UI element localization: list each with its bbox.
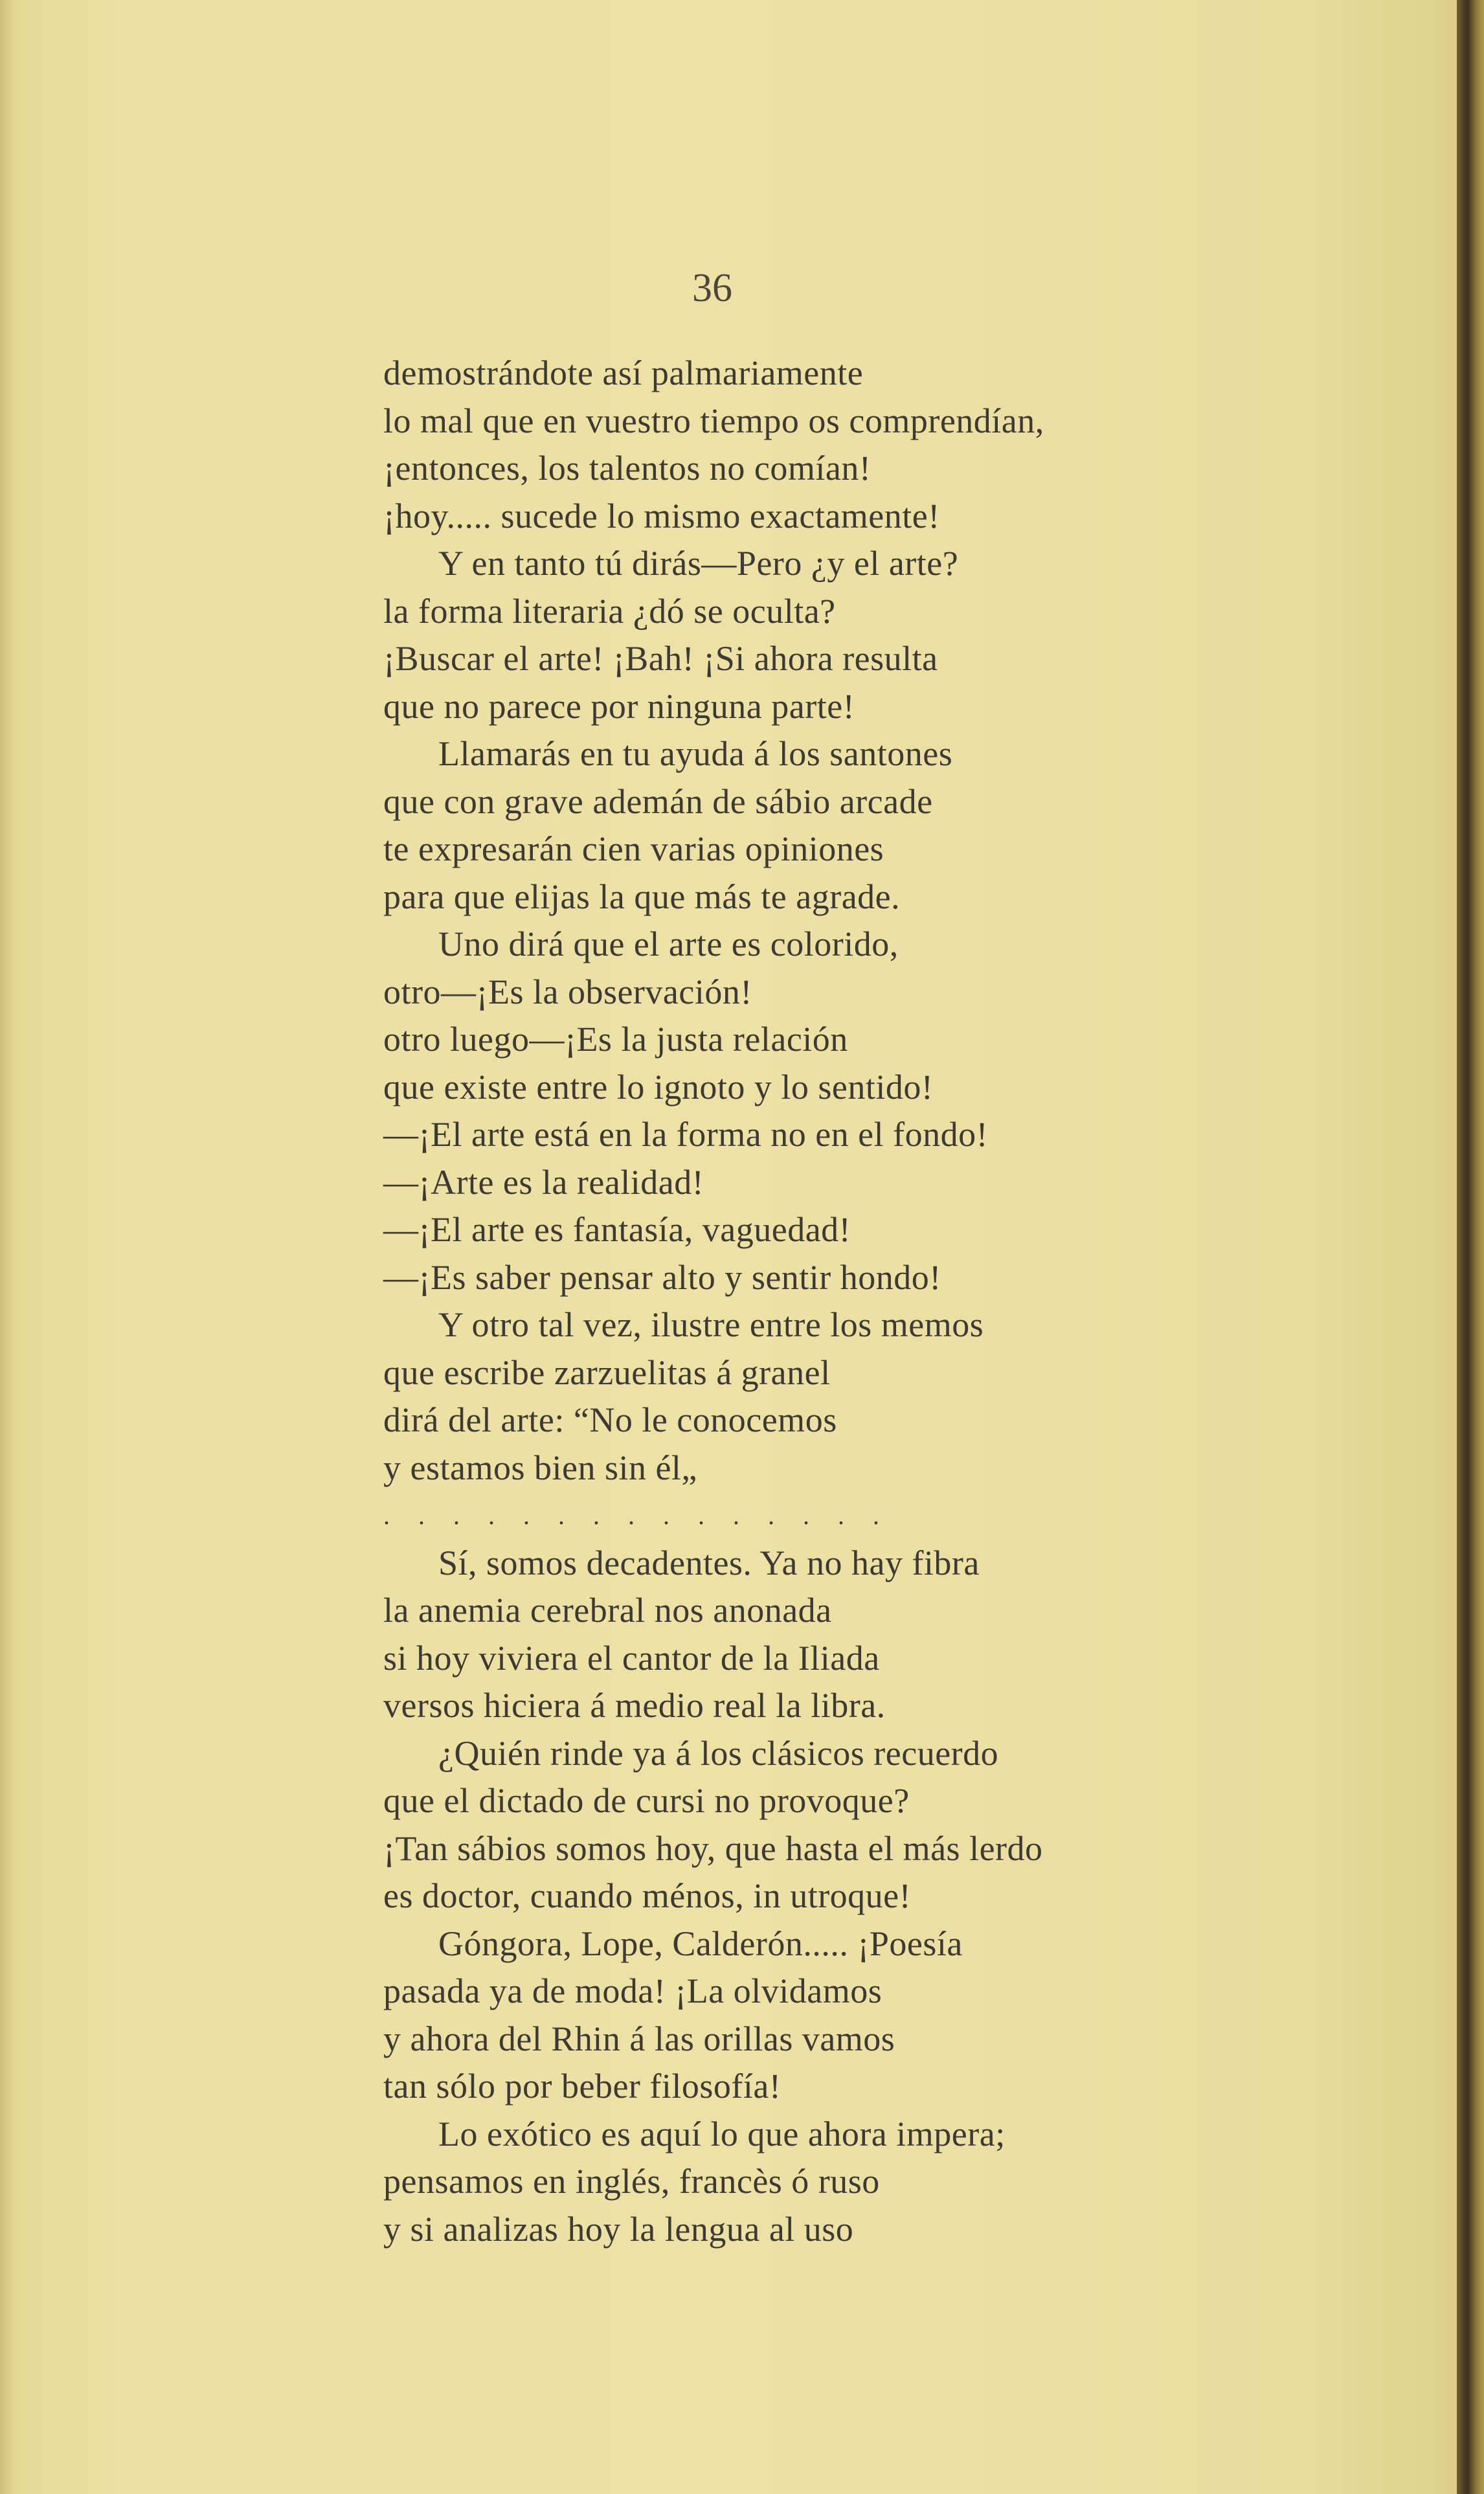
poem-line: otro—¡Es la observación! [383,972,752,1011]
poem-line: ¿Quién rinde ya á los clásicos recuerdo [438,1733,999,1773]
poem-line: otro luego—¡Es la justa relación [383,1020,848,1059]
poem-line: ¡Buscar el arte! ¡Bah! ¡Si ahora resulta [383,639,938,678]
poem-line: la anemia cerebral nos anonada [383,1591,832,1630]
poem-line: Lo exótico es aquí lo que ahora impera; [438,2114,1006,2153]
poem-line: tan sólo por beber filosofía! [383,2067,781,2106]
poem-line: dirá del arte: “No le conocemos [383,1400,837,1439]
poem-line: pasada ya de moda! ¡La olvidamos [383,1972,883,2010]
poem-line: —¡El arte está en la forma no en el fondo! [383,1115,989,1154]
poem-line: versos hiciera á medio real la libra. [383,1686,886,1725]
poem-line: la forma literaria ¿dó se oculta? [383,591,836,631]
poem-line: es doctor, cuando ménos, in utroque! [383,1876,912,1915]
poem-line: Y en tanto tú dirás—Pero ¿y el arte? [438,544,959,583]
poem-line: que no parece por ninguna parte! [383,686,855,726]
poem-line: que escribe zarzuelitas á granel [383,1353,831,1392]
poem-line: y si analizas hoy la lengua al uso [383,2209,854,2249]
poem-line: —¡Arte es la realidad! [383,1162,704,1202]
page-left-edge [0,0,14,2494]
poem-line: —¡Es saber pensar alto y sentir hondo! [383,1257,941,1297]
poem-line: pensamos en inglés, francès ó ruso [383,2162,880,2201]
poem-line: y ahora del Rhin á las orillas vamos [383,2019,895,2058]
poem-line: que el dictado de cursi no provoque? [383,1781,910,1820]
poem-line: demostrándote así palmariamente [383,354,864,392]
poem-line: que existe entre lo ignoto y lo sentido! [383,1067,934,1107]
poem-line: y estamos bien sin él„ [383,1448,697,1487]
poem-line: ¡hoy..... sucede lo mismo exactamente! [383,496,940,535]
poem-line: Uno dirá que el arte es colorido, [438,925,899,963]
poem-line: —¡El arte es fantasía, vaguedad! [383,1210,851,1249]
book-binding-edge [1457,0,1484,2494]
poem-line: Sí, somos decadentes. Ya no hay fibra [438,1543,980,1582]
poem-line: ¡entonces, los talentos no comían! [383,449,871,488]
poem-line: que con grave ademán de sábio arcade [383,781,933,821]
poem-text [383,350,1238,2253]
poem-line: Y otro tal vez, ilustre entre los memos [438,1305,984,1344]
poem-line: te expresarán cien varias opiniones [383,829,884,868]
poem-line: Góngora, Lope, Calderón..... ¡Poesía [438,1924,963,1963]
poem-line: para que elijas la que más te agrade. [383,877,901,916]
poem-line: si hoy viviera el cantor de la Iliada [383,1638,880,1678]
poem-line: lo mal que en vuestro tiempo os comprendían, [383,401,1044,440]
page-number: 36 [692,266,732,310]
poem-line: Llamarás en tu ayuda á los santones [438,734,953,773]
ellipsis-separator: ............... [383,1501,908,1530]
poem-line: ¡Tan sábios somos hoy, que hasta el más lerdo [383,1828,1043,1868]
